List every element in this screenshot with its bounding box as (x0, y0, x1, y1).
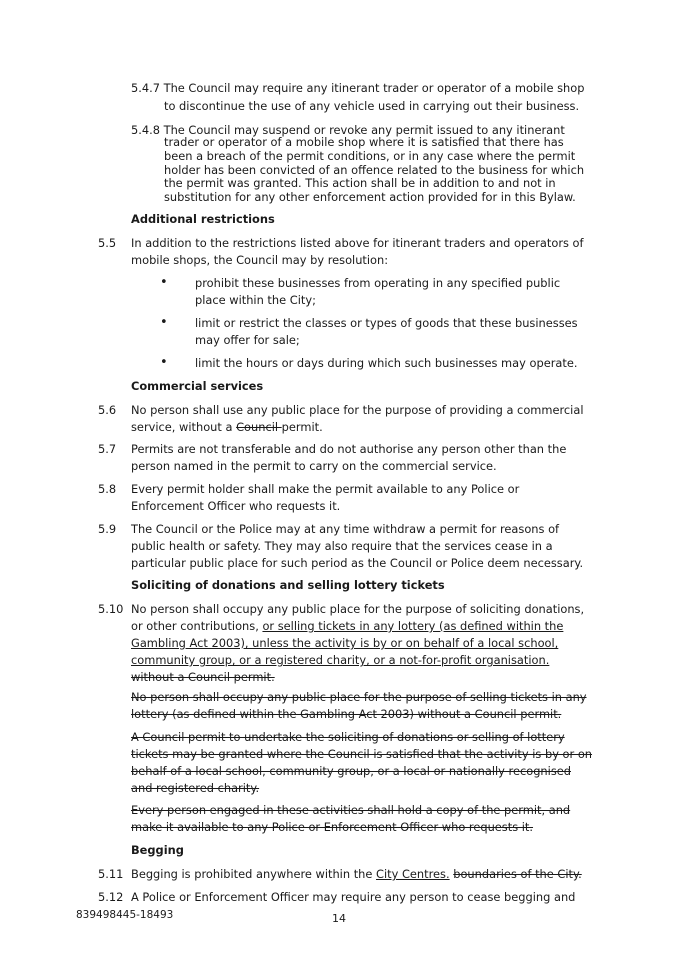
list-item (195, 355, 595, 372)
text-line: Permits are not transferable and do not authorise any person other than the (131, 442, 567, 456)
text-line: limit the hours or days during which such businesses may operate. (195, 356, 578, 370)
text-line: No person shall occupy any public place for the purpose of selling tickets in any (131, 690, 587, 704)
clause-5-10-text (131, 601, 584, 686)
clause-5-9-text (131, 521, 583, 572)
text-line: public health or safety. They may also require that the services cease in a (131, 539, 553, 553)
text-line: trader or operator of a mobile shop where it is satisfied that there has (164, 135, 564, 149)
text-line: Enforcement Officer who requests it. (131, 499, 341, 513)
clause-number: 5.4.8 (131, 123, 160, 137)
inserted-text: or selling tickets in any lottery (as defined within the (262, 619, 564, 633)
text-line (131, 419, 584, 436)
deleted-text: without a Council permit. (131, 670, 275, 684)
deleted-paragraph (131, 729, 592, 797)
text-line: lottery (as defined within the Gambling Act 2003) without a Council permit. (131, 707, 562, 721)
text-line: holder has been convicted of an offence related to the business for which (164, 162, 585, 177)
text-line: No person shall use any public place for the purpose of providing a commercial (131, 403, 584, 417)
text-line: No person shall occupy any public place for the purpose of soliciting donations, (131, 602, 585, 616)
page-number: 14 (332, 912, 346, 925)
text-line: make it available to any Police or Enforcement Officer who requests it. (131, 820, 534, 834)
clause-5-6-text (131, 402, 584, 436)
clause-number-5-5: 5.5 (98, 236, 117, 250)
text-line: person named in the permit to carry on the commercial service. (131, 459, 497, 473)
clause-5-4-8-continuation (164, 136, 584, 205)
deleted-text: boundaries of the City. (453, 867, 582, 881)
clause-5-11-text (131, 866, 582, 883)
text-line: In addition to the restrictions listed above for itinerant traders and operators of (131, 236, 584, 250)
heading-begging: Begging (131, 843, 184, 857)
text-run: permit. (281, 420, 323, 434)
clause-number: 5.4.7 (131, 81, 160, 95)
clause-5-12-text: A Police or Enforcement Officer may require any person to cease begging and (131, 890, 576, 904)
clause-5-7-text (131, 441, 566, 475)
text-run: or other contributions, (131, 619, 263, 633)
text-line: may offer for sale; (195, 333, 300, 347)
heading-additional-restrictions: Additional restrictions (131, 212, 275, 226)
clause-5-4-7 (131, 80, 584, 97)
text-line: and registered charity. (131, 781, 260, 795)
text-line: Every person engaged in these activities shall hold a copy of the permit, and (131, 803, 571, 817)
clause-number-5-10: 5.10 (98, 602, 124, 616)
text-line: tickets may be granted where the Council is satisfied that the activity is by or on (131, 747, 593, 761)
list-item (195, 275, 595, 309)
deleted-paragraph (131, 689, 587, 723)
text-line: prohibit these businesses from operating in any specified public (195, 276, 561, 290)
clause-5-8-text (131, 481, 519, 515)
bullet-icon: • (160, 315, 168, 330)
text-line: limit or restrict the classes or types of goods that these businesses (195, 316, 578, 330)
text-run: service, without a (131, 420, 237, 434)
clause-number-5-12: 5.12 (98, 890, 124, 904)
heading-soliciting: Soliciting of donations and selling lottery tickets (131, 578, 445, 592)
bullet-icon: • (160, 275, 168, 290)
deleted-paragraph (131, 802, 570, 836)
text-line: behalf of a local school, community group, or a local or nationally recognised (131, 764, 571, 778)
text-line: been a breach of the permit conditions, or in any case where the permit (164, 148, 576, 163)
text-line: mobile shops, the Council may by resolution: (131, 253, 389, 267)
clause-number-5-9: 5.9 (98, 522, 117, 536)
clause-number-5-8: 5.8 (98, 482, 117, 496)
text-line: the permit was granted. This action shall be in addition to and not in (164, 176, 556, 191)
clause-text: The Council may suspend or revoke any permit issued to any itinerant (163, 123, 565, 137)
inserted-text: Gambling Act 2003), unless the activity is by or on behalf of a local school, (131, 636, 559, 650)
deleted-text: Council (236, 420, 282, 434)
text-line: The Council or the Police may at any time withdraw a permit for reasons of (131, 522, 560, 536)
clause-number-5-11: 5.11 (98, 867, 124, 881)
heading-commercial-services: Commercial services (131, 379, 264, 393)
list-item (195, 315, 595, 349)
inserted-text: community group, or a registered charity, or a not-for-profit organisation. (131, 653, 550, 667)
text-run: Begging is prohibited anywhere within the (131, 867, 377, 881)
clause-number-5-7: 5.7 (98, 442, 117, 456)
clause-5-4-7-line-2: to discontinue the use of any vehicle used in carrying out their business. (164, 99, 580, 113)
bullet-icon: • (160, 355, 168, 370)
clause-number-5-6: 5.6 (98, 403, 117, 417)
inserted-text: City Centres. (376, 867, 450, 881)
text-line (131, 618, 584, 635)
text-line: substitution for any other enforcement action provided for in this Bylaw. (164, 190, 576, 205)
text-line: place within the City; (195, 293, 316, 307)
text-line: A Council permit to undertake the soliciting of donations or selling of lottery (131, 730, 565, 744)
clause-text: The Council may require any itinerant trader or operator of a mobile shop (163, 81, 585, 95)
text-line: particular public place for such period as the Council or Police deem necessary. (131, 556, 584, 570)
clause-5-5-text (131, 235, 584, 269)
text-line: Every permit holder shall make the permit available to any Police or (131, 482, 520, 496)
document-id: 839498445-18493 (76, 909, 174, 921)
